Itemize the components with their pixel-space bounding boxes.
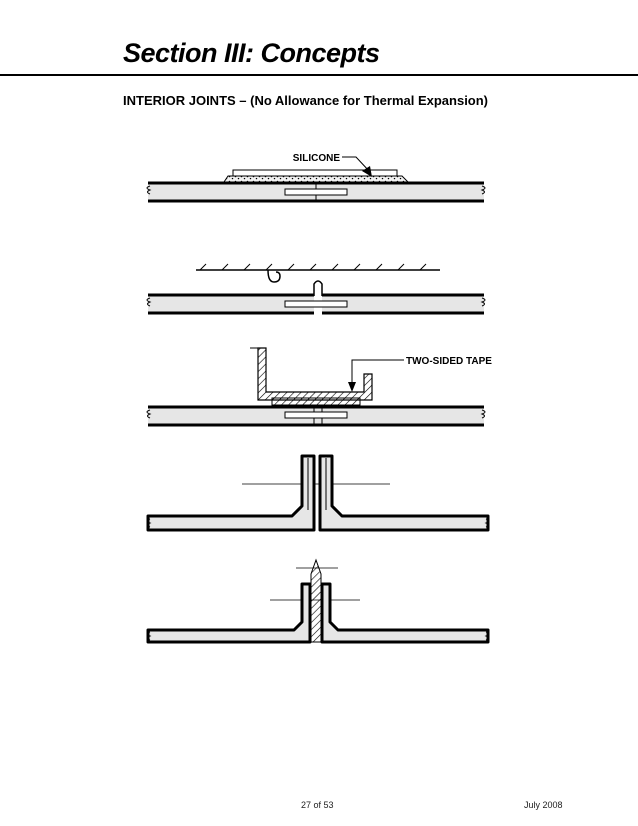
silicone-callout: SILICONE — [292, 153, 340, 164]
diagram-silicone-joint — [147, 153, 485, 201]
page-subtitle: INTERIOR JOINTS – (No Allowance for Thermal Expansion) — [123, 93, 489, 108]
panel-right — [322, 584, 488, 642]
spline — [285, 412, 347, 418]
t-connector — [314, 281, 322, 296]
silicone-bead — [224, 176, 408, 182]
panel-left — [148, 456, 314, 530]
panel-left — [148, 584, 310, 642]
diagram-hanger-joint — [147, 264, 485, 313]
panel-right — [320, 456, 488, 530]
arrow-icon — [348, 382, 356, 392]
tape-leader — [352, 360, 404, 386]
diagram-tape-joint — [147, 348, 492, 425]
spline — [285, 301, 347, 307]
seam-insert — [311, 560, 321, 642]
footer-date: July 2008 — [524, 800, 563, 810]
page-number: 27 of 53 — [301, 800, 334, 810]
section-title: Section III: Concepts — [123, 38, 380, 68]
tape-callout: TWO-SIDED TAPE — [406, 356, 492, 367]
cover-strip — [233, 170, 397, 176]
diagram-seam-insert — [147, 560, 489, 642]
hanger-clip — [268, 270, 280, 282]
channel-profile — [258, 348, 372, 400]
spline — [285, 189, 347, 195]
diagram-standing-seam — [147, 456, 489, 530]
